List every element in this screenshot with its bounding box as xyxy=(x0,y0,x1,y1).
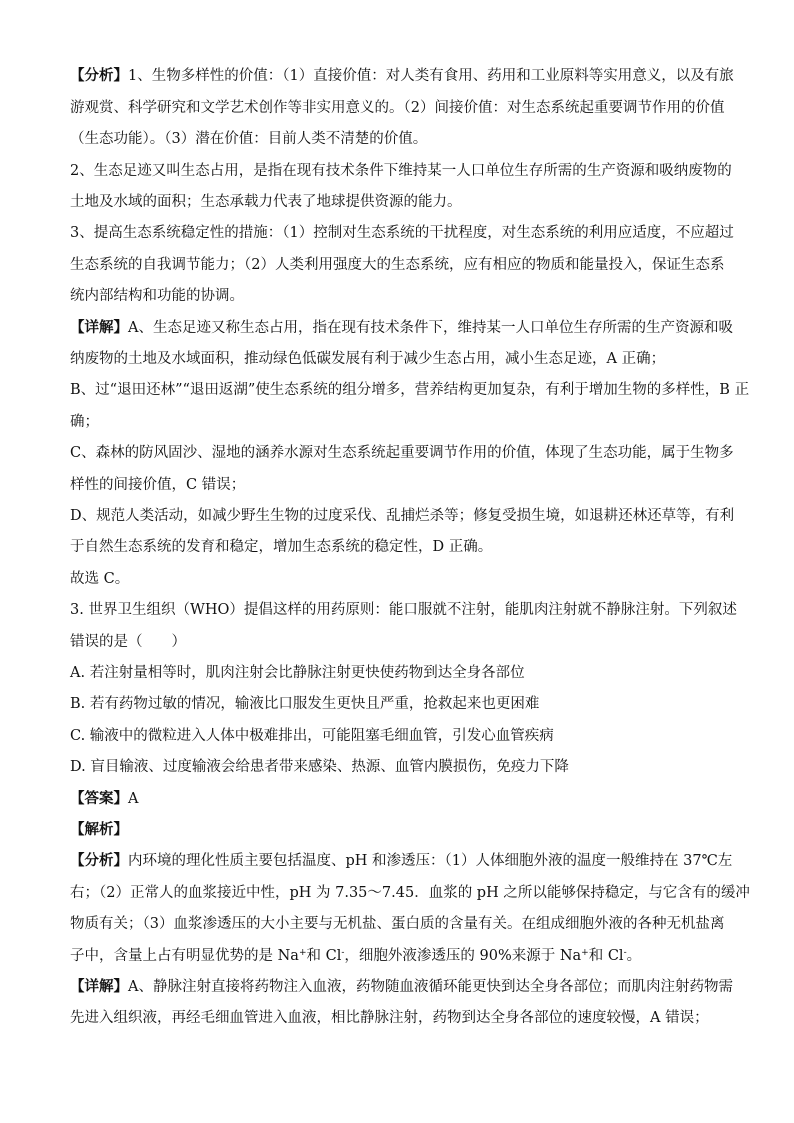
explanation-paragraph-line: 确； xyxy=(70,414,99,430)
analysis-paragraph-line: 物质有关；（3）血浆渗透压的大小主要与无机盐、蛋白质的含量有关。在组成细胞外液的各种无机盐离 xyxy=(70,916,725,932)
answer-line xyxy=(70,789,138,809)
conclusion-line: 故选 C。 xyxy=(70,571,130,587)
option-a: A. 若注射量相等时，肌肉注射会比静脉注射更快使药物到达全身各部位 xyxy=(70,665,525,681)
explanation-paragraph-line: 先进入组织液，再经毛细血管进入血液，相比静脉注射，药物到达全身各部位的速度较慢，A 错误； xyxy=(70,1010,709,1026)
explanation-paragraph-line: D、规范人类活动，如减少野生生物的过度采伐、乱捕烂杀等；修复受损生境，如退耕还林还草等，有利 xyxy=(70,508,735,524)
option-b: B. 若有药物过敏的情况，输液比口服发生更快且严重，抢救起来也更困难 xyxy=(70,696,540,712)
analysis-paragraph-line: （生态功能）。（3）潜在价值：目前人类不清楚的价值。 xyxy=(70,131,428,147)
analysis-paragraph-line: 3、提高生态系统稳定性的措施：（1）控制对生态系统的干扰程度，对生态系统的利用应适度，不应超过 xyxy=(70,225,734,241)
explanation-paragraph-line: B、过“退田还林”“退田返湖”使生态系统的组分增多，营养结构更加复杂，有利于增加生物的多样性，B 正 xyxy=(70,382,750,398)
question-stem: 3. 世界卫生组织（WHO）提倡这样的用药原则：能口服就不注射，能肌肉注射就不静脉注射。下列叙述 xyxy=(70,602,737,618)
explanation-paragraph-line: 【详解】A、静脉注射直接将药物注入血液，药物随血液循环能更快到达全身各部位；而肌肉注射药物需 xyxy=(70,978,733,995)
answer-value: A xyxy=(128,791,139,807)
analysis-paragraph-line: 【分析】1、生物多样性的价值：（1）直接价值：对人类有食用、药用和工业原料等实用意义，以及有旅 xyxy=(70,67,734,84)
explanation-paragraph-line: 【详解】A、生态足迹又称生态占用，指在现有技术条件下，维持某一人口单位生存所需的生产资源和吸 xyxy=(70,319,733,336)
analysis-tag: 【分析】 xyxy=(70,67,128,84)
explanation-paragraph-line: 样性的间接价值，C 错误； xyxy=(70,477,246,493)
explanation-tag: 【详解】 xyxy=(70,978,128,995)
explanation-paragraph-line: C、森林的防风固沙、湿地的涵养水源对生态系统起重要调节作用的价值，体现了生态功能，属于生物多 xyxy=(70,445,734,461)
solution-tag: 【解析】 xyxy=(70,821,128,838)
analysis-paragraph-line: 生态系统的自我调节能力；（2）人类利用强度大的生态系统，应有相应的物质和能量投入，保证生态系 xyxy=(70,257,725,273)
explanation-paragraph-line: 纳废物的土地及水域面积，推动绿色低碳发展有利于减少生态占用，减小生态足迹，A 正确； xyxy=(70,351,666,367)
answer-tag: 【答案】 xyxy=(70,790,128,807)
explanation-tag: 【详解】 xyxy=(70,319,128,336)
explanation-paragraph-line: 于自然生态系统的发育和稳定，增加生态系统的稳定性，D 正确。 xyxy=(70,539,493,555)
analysis-paragraph-line: 右；（2）正常人的血浆接近中性，pH 为 7.35～7.45．血浆的 pH 之所以能够保持稳定，与它含有的缓冲 xyxy=(70,885,750,901)
analysis-paragraph-line: 子中，含量上占有明显优势的是 Na+和 Cl-，细胞外液渗透压的 90%来源于 Na+和 Cl-。 xyxy=(70,948,642,964)
analysis-paragraph-line: 2、生态足迹又叫生态占用，是指在现有技术条件下维持某一人口单位生存所需的生产资源和吸纳废物的 xyxy=(70,163,732,179)
analysis-paragraph-line: 【分析】内环境的理化性质主要包括温度、pH 和渗透压：（1）人体细胞外液的温度一般维持在 37℃左 xyxy=(70,852,733,869)
option-c: C. 输液中的微粒进入人体中极难排出，可能阻塞毛细血管，引发心血管疾病 xyxy=(70,728,554,744)
analysis-paragraph-line: 统内部结构和功能的协调。 xyxy=(70,288,244,304)
option-d: D. 盲目输液、过度输液会给患者带来感染、热源、血管内膜损伤，免疫力下降 xyxy=(70,759,569,775)
analysis-paragraph-line: 土地及水域的面积；生态承载力代表了地球提供资源的能力。 xyxy=(70,194,462,210)
analysis-paragraph-line: 游观赏、科学研究和文学艺术创作等非实用意义的。（2）间接价值：对生态系统起重要调节作用的价值 xyxy=(70,100,725,116)
analysis-tag: 【分析】 xyxy=(70,852,128,869)
question-stem: 错误的是（ ） xyxy=(70,634,186,650)
